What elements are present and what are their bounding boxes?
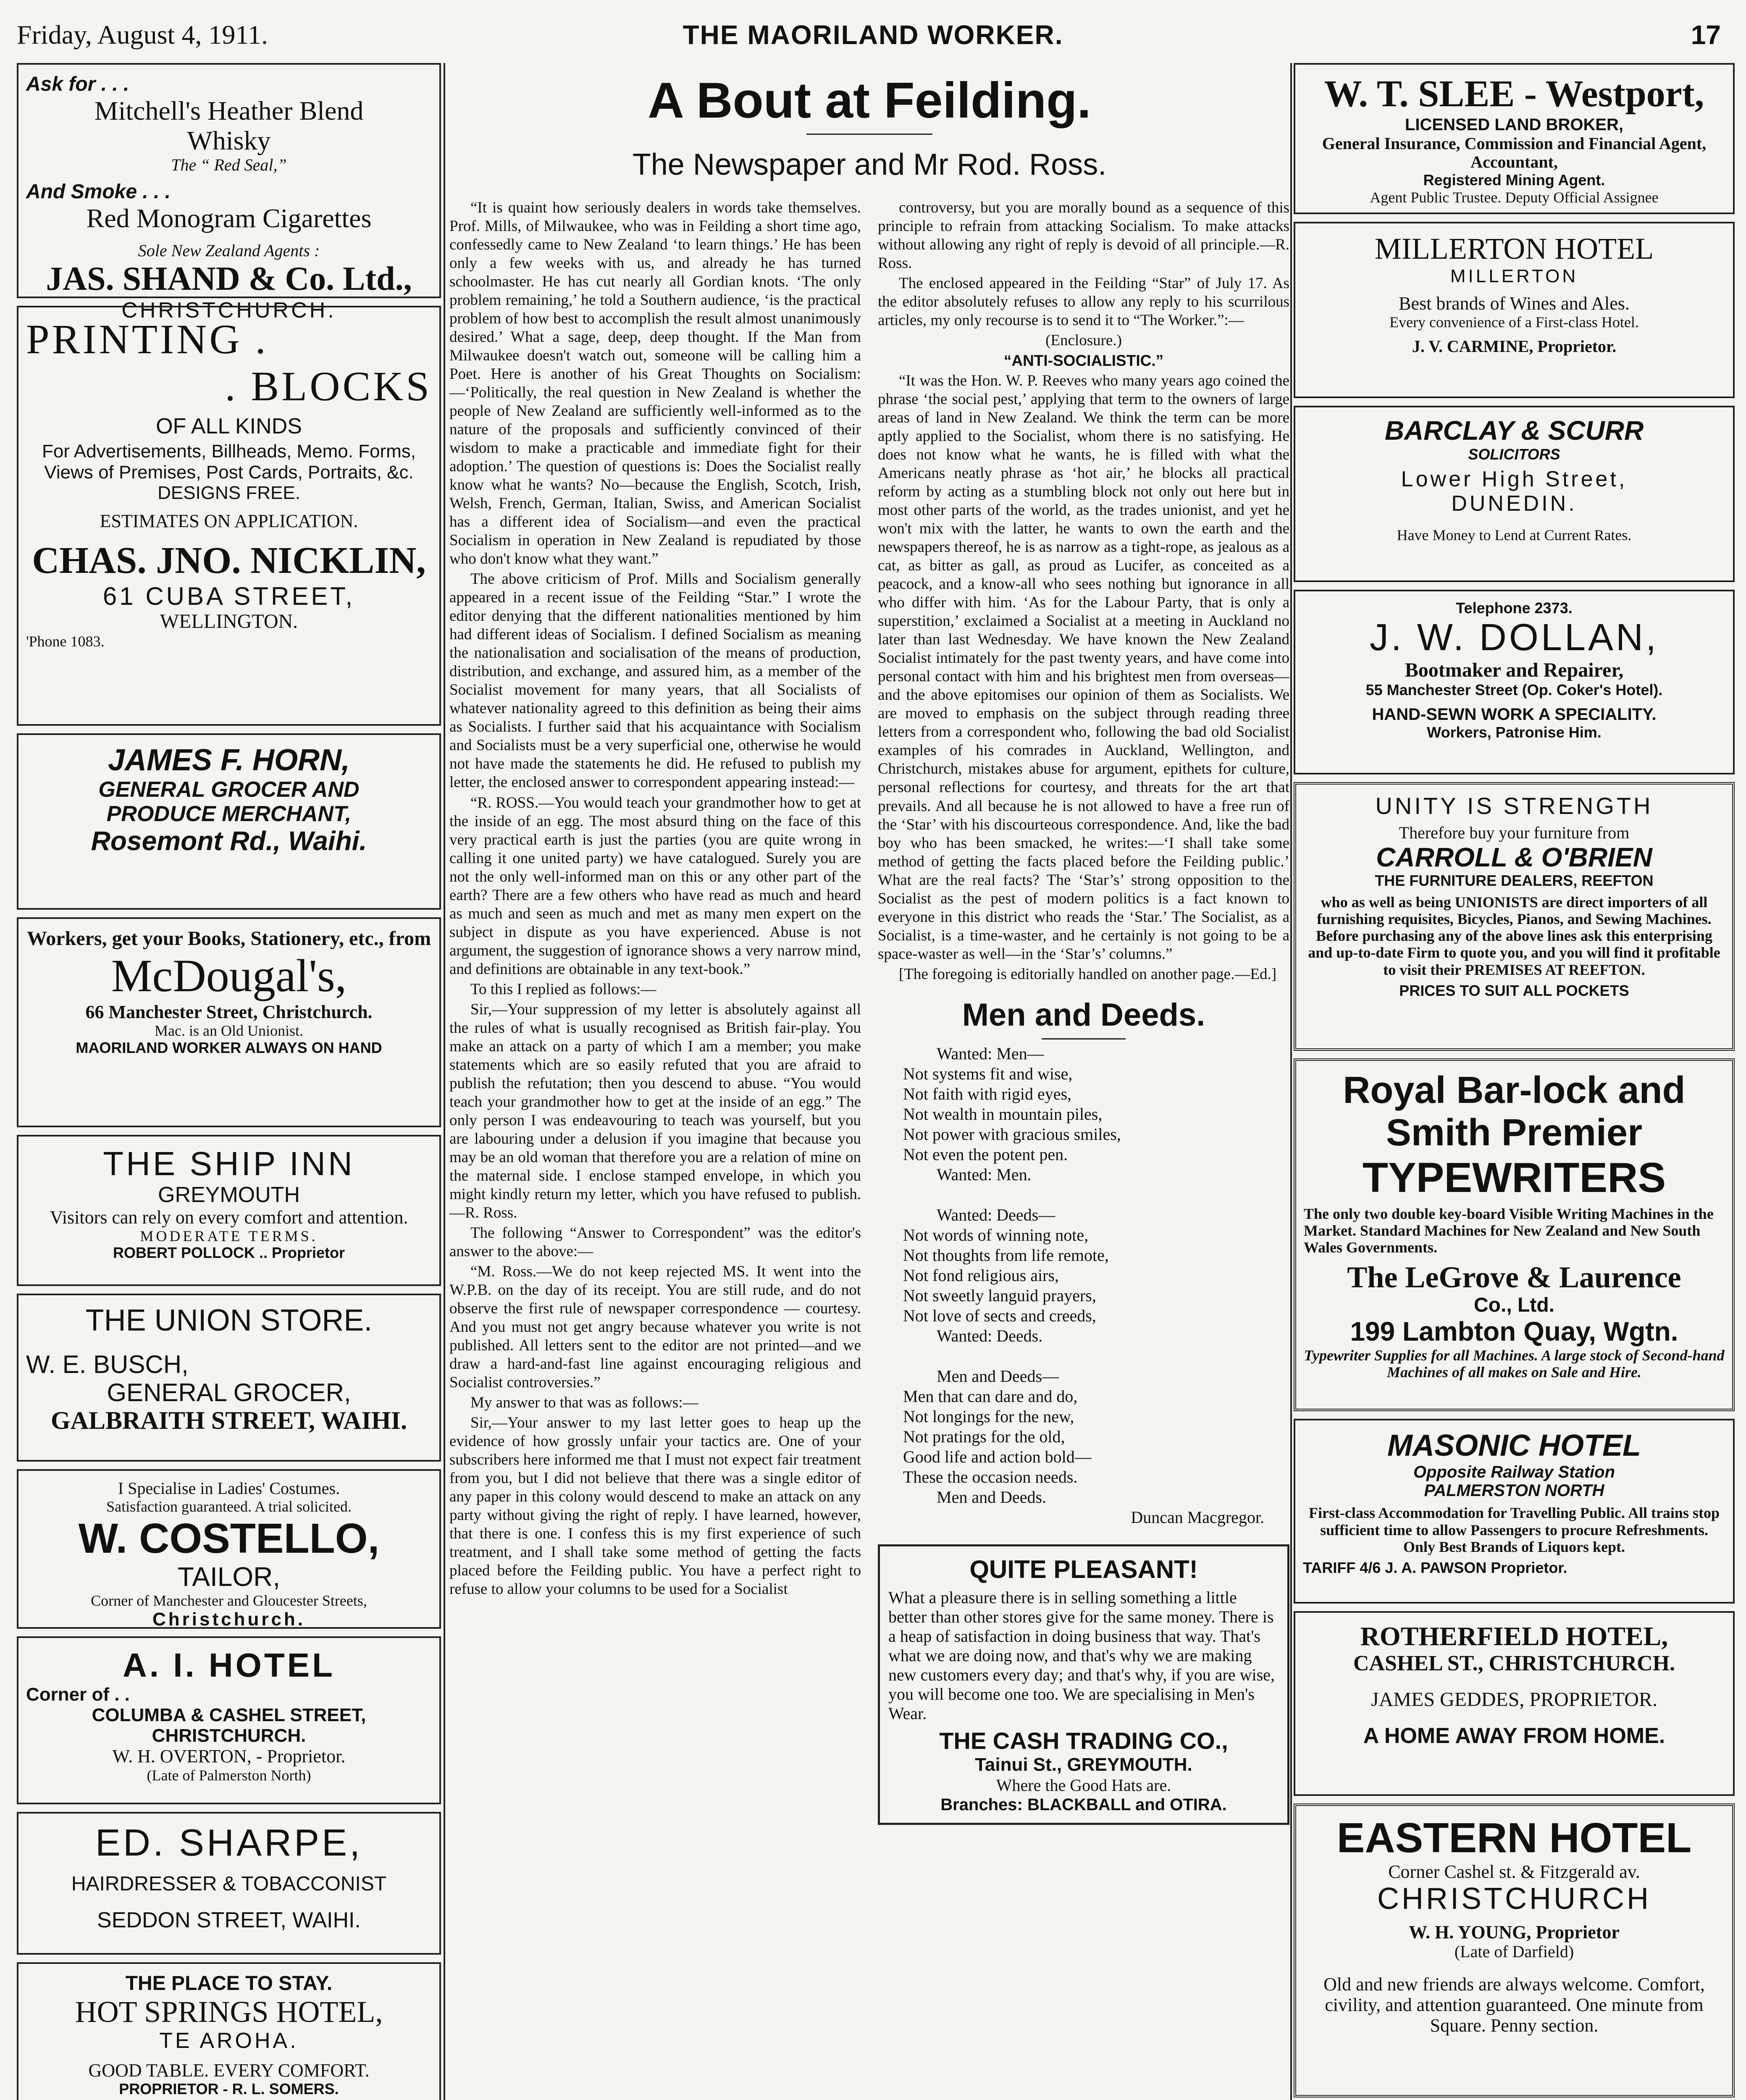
ad-line: Workers, get your Books, Stationery, etc., from — [26, 927, 431, 950]
ad-slee — [1294, 63, 1735, 214]
ad-line: SOLICITORS — [1468, 445, 1560, 463]
ad-line: GREYMOUTH — [158, 1182, 300, 1207]
ad-line: Mitchell's Heather Blend — [94, 95, 364, 126]
ad-line: THE PLACE TO STAY. — [125, 1972, 333, 1995]
ad-line: Rosemont Rd., Waihi. — [91, 826, 367, 856]
column-rule-right — [1290, 63, 1292, 2100]
ad-line: Registered Mining Agent. — [1423, 171, 1605, 189]
poem-line — [903, 1346, 1289, 1366]
ad-line: J. W. DOLLAN, — [1369, 617, 1659, 659]
article-col-a — [449, 199, 861, 1825]
ad-mcdougal — [17, 917, 441, 1127]
ad-line: PRICES TO SUIT ALL POCKETS — [1399, 982, 1629, 1000]
page-header — [0, 0, 1746, 59]
ad-line: 66 Manchester Street, Christchurch. — [85, 1001, 373, 1022]
ad-printing — [17, 306, 441, 726]
ad-dollan — [1294, 590, 1735, 774]
subheading: “ANTI-SOCIALISTIC.” — [1003, 352, 1164, 370]
poem-line: Good life and action bold— — [903, 1447, 1092, 1467]
ad-line: Sole New Zealand Agents : — [138, 241, 320, 260]
ad-line: . BLOCKS — [225, 363, 432, 410]
ad-line: THE FURNITURE DEALERS, REEFTON — [1375, 872, 1654, 890]
ad-line: CHAS. JNO. NICKLIN, — [32, 540, 426, 582]
ad-line: LICENSED LAND BROKER, — [1405, 115, 1624, 134]
ad-line: HOT SPRINGS HOTEL, — [75, 1995, 383, 2029]
ad-union-store — [17, 1294, 441, 1462]
poem-line: These the occasion needs. — [903, 1467, 1078, 1487]
poem-line: Not thoughts from life remote, — [903, 1246, 1109, 1265]
paragraph: “It is quaint how seriously dealers in words take themselves. Prof. Mills, of Milwaukee, who was in Feilding a short time ago, confessedly came to New Zealand ‘to learn things.’ He has been only a few weeks with us, and already he has turned schoolmaster. He has cut nearly all Gordian knots. ‘The only problem remaining,’ he told a Southern audience, ‘is the practical problem of how best to accomplish the result almost unanimously desired.’ What a sage, deep, deep thought. If the Man from Milwaukee doesn't watch out, someone will be calling him a Poet. Here is another of his Great Thoughts on Socialism:—‘Politically, the real question in New Zealand is whether the people of New Zealand are sufficiently well-informed as to the nature of the proposals and sufficiently convinced of their wisdom to make a practicable and immediate fight for their adoption.’ The question of questions is: Does the Socialist really know what he wants? No—because the English, Scotch, Irish, Welsh, French, German, Italian, Swiss, and American Socialist has a different idea of Socialism—and even the practical Socialism in operation in New Zealand is repudiated by those who don't know what they want.” — [449, 199, 861, 568]
ad-line: W. H. YOUNG, Proprietor — [1409, 1922, 1620, 1942]
poem-line: Not fond religious airs, — [903, 1266, 1059, 1285]
poem-line: Not words of winning note, — [903, 1226, 1089, 1245]
ad-line: THE UNION STORE. — [85, 1304, 373, 1337]
issue-date: Friday, August 4, 1911. — [17, 20, 268, 50]
poem-line — [903, 1185, 1289, 1205]
ad-line: W. H. OVERTON, - Proprietor. — [112, 1746, 346, 1767]
ad-line: HAND-SEWN WORK A SPECIALITY. — [1372, 705, 1657, 724]
ad-line: Corner of Manchester and Gloucester Streets, — [91, 1592, 367, 1609]
ad-line: TARIFF 4/6 J. A. PAWSON Proprietor. — [1303, 1559, 1567, 1577]
ad-line: McDougal's, — [111, 950, 347, 1001]
article-col-b — [878, 199, 1289, 1825]
ad-line: JAMES GEDDES, PROPRIETOR. — [1371, 1688, 1657, 1711]
ad-line: ESTIMATES ON APPLICATION. — [100, 511, 358, 532]
ad-line: DUNEDIN. — [1451, 491, 1577, 516]
ad-line: Lower High Street, — [1401, 467, 1628, 491]
poem-line: Men and Deeds— — [937, 1367, 1059, 1386]
ad-line: CHRISTCHURCH — [1377, 1882, 1651, 1916]
ad-line: Visitors can rely on every comfort and attention. — [50, 1207, 408, 1228]
ad-line: Agent Public Trustee. Deputy Official Assignee — [1370, 189, 1659, 206]
paragraph: To this I replied as follows:— — [470, 980, 656, 998]
ad-line: J. V. CARMINE, Proprietor. — [1412, 337, 1617, 356]
poem-line: Not love of sects and creeds, — [903, 1306, 1096, 1326]
paragraph: (Enclosure.) — [1045, 332, 1122, 349]
paragraph: “R. ROSS.—You would teach your grandmother how to get at the inside of an egg. The most absurd thing on the face of this very practical earth is just the parties (you are quite wrong in calling it one united party) we have catalogued. Surely you are not the only well-informed man on this or any other part of the earth? There are a few others who have read as much and heard as much and seen as much and met as many men expert on the subject in dispute as you have experienced. Abuse is not argument, the suggestion of ignorance shows a very narrow mind, and definitions are obtainable in any text-book.” — [449, 794, 861, 978]
ad-line: GALBRAITH STREET, WAIHI. — [50, 1407, 407, 1434]
ad-line: Best brands of Wines and Ales. — [1399, 293, 1630, 314]
ad-line: Typewriter Supplies for all Machines. A large stock of Second-hand Machines of all makes on Sale and Hire. — [1304, 1347, 1725, 1381]
ad-line: Every convenience of a First-class Hotel. — [1389, 314, 1639, 331]
poem-line: Not systems fit and wise, — [903, 1064, 1073, 1084]
ad-line: Smith Premier — [1386, 1111, 1643, 1154]
ad-line: Telephone 2373. — [1456, 599, 1573, 617]
ad-line: SEDDON STREET, WAIHI. — [97, 1908, 361, 1932]
paragraph: “M. Ross.—We do not keep rejected MS. It went into the W.P.B. on the day of its receipt. You are still rude, and do not observe the first rule of newspaper correspondence — courtesy. And you must not get angry because whatever you write is not published. All letters sent to the editor are not printed—and we draw a hard-and-fast line against encouraging religious and Socialist controversies.” — [449, 1263, 861, 1391]
ad-line: Satisfaction guaranteed. A trial solicited. — [106, 1498, 352, 1515]
paragraph: My answer to that was as follows:— — [470, 1394, 698, 1411]
poem-line: Not power with gracious smiles, — [903, 1125, 1121, 1144]
ad-line: Ask for . . . — [26, 73, 129, 95]
ad-line: I Specialise in Ladies' Costumes. — [118, 1479, 340, 1498]
poem-line: Wanted: Men— — [937, 1044, 1044, 1063]
article-subtitle: The Newspaper and Mr Rod. Ross. — [632, 148, 1107, 181]
article-title: A Bout at Feilding. — [648, 72, 1091, 129]
ad-line: Whisky — [187, 126, 271, 156]
ad-line: (Late of Palmerston North) — [147, 1767, 311, 1784]
ad-line: MILLERTON — [1450, 265, 1578, 286]
poem-line: Not faith with rigid eyes, — [903, 1084, 1072, 1104]
ad-line: The “ Red Seal,” — [171, 155, 287, 175]
ad-line: COLUMBA & CASHEL STREET, — [92, 1704, 366, 1725]
poem-line: Not sweetly languid prayers, — [903, 1286, 1096, 1305]
poem-line: Not pratings for the old, — [903, 1427, 1065, 1446]
ad-hot-springs — [17, 1962, 441, 2100]
ad-line: ED. SHARPE, — [95, 1822, 363, 1864]
article-column — [449, 63, 1289, 2100]
ad-line: General Insurance, Commission and Financial Agent, Accountant, — [1322, 134, 1707, 172]
ad-line: 61 CUBA STREET, — [102, 582, 355, 611]
ad-line: QUITE PLEASANT! — [969, 1555, 1198, 1583]
ad-line: TAILOR, — [177, 1562, 281, 1592]
ad-line: CASHEL ST., CHRISTCHURCH. — [1353, 1651, 1675, 1675]
poem-line: Not even the potent pen. — [903, 1145, 1068, 1164]
ad-line: GENERAL GROCER AND — [98, 777, 360, 802]
ad-line: Branches: BLACKBALL and OTIRA. — [940, 1795, 1227, 1814]
poem-author: Duncan Macgregor. — [1131, 1508, 1264, 1527]
poem-line: Not wealth in mountain piles, — [903, 1105, 1103, 1124]
ad-line: UNITY IS STRENGTH — [1375, 793, 1653, 819]
ad-millerton — [1294, 222, 1735, 398]
ad-ship-inn — [17, 1135, 441, 1286]
poem-line: Wanted: Men. — [937, 1165, 1032, 1184]
column-rule-left — [444, 63, 445, 2100]
ad-line: PROPRIETOR - R. L. SOMERS. — [119, 2080, 339, 2097]
paragraph: [The foregoing is editorially handled on another page.—Ed.] — [899, 965, 1277, 983]
ad-line: What a pleasure there is in selling something a little better than other stores give for the same money. There is a heap of satisfaction in doing business that way. That's what we are doing now, and that's why we are making new customers every day; and that's why, if you are wise, you will become one too. We are specialising in Men's Wear. — [888, 1588, 1275, 1723]
ad-line: WELLINGTON. — [160, 610, 298, 633]
ad-line: The LeGrove & Laurence — [1347, 1260, 1681, 1294]
poem-line: Wanted: Deeds. — [937, 1326, 1043, 1346]
ad-line: Royal Bar-lock and — [1343, 1069, 1686, 1111]
ad-line: ROTHERFIELD HOTEL, — [1360, 1621, 1668, 1651]
ad-line: 55 Manchester Street (Op. Coker's Hotel). — [1365, 681, 1663, 698]
ad-line: EASTERN HOTEL — [1336, 1814, 1692, 1861]
ad-line: W. COSTELLO, — [78, 1515, 380, 1562]
poem-line: Men and Deeds. — [937, 1488, 1047, 1507]
ad-line: For Advertisements, Billheads, Memo. Forms, Views of Premises, Post Cards, Portraits, &c. DESIGNS FREE. — [42, 441, 416, 503]
ad-line: First-class Accommodation for Travelling Public. All trains stop sufficient time to allow Passengers to procure Refreshments. Only Best Brands of Liquors kept. — [1309, 1504, 1720, 1555]
ad-masonic — [1294, 1419, 1735, 1604]
ad-line: Corner of . . — [26, 1684, 130, 1705]
page-number: 17 — [1691, 20, 1721, 50]
ad-line: W. T. SLEE - Westport, — [1324, 73, 1704, 115]
ad-line: Co., Ltd. — [1474, 1294, 1554, 1317]
ad-rotherfield — [1294, 1611, 1735, 1796]
ad-line: Old and new friends are always welcome. Comfort, civility, and attention guaranteed. One minute from Square. Penny section. — [1323, 1974, 1705, 2036]
ad-cash-trading — [878, 1544, 1289, 1825]
article-header — [449, 71, 1289, 182]
ad-sharpe — [17, 1812, 441, 1955]
ad-line: Tainui St., GREYMOUTH. — [975, 1754, 1192, 1775]
ad-line: MILLERTON HOTEL — [1374, 232, 1654, 265]
poem-line: Not longings for the new, — [903, 1407, 1074, 1426]
left-advertisement-column — [17, 63, 441, 2100]
ad-whisky — [17, 63, 441, 323]
ad-line: who as well as being UNIONISTS are direct importers of all furnishing requisites, Bicycles, Pianos, and Sewing Machines. Before purchasing any of the above lines ask this enterprising and up-to-date Firm to quote you, and you will find it profitable to visit their PREMISES AT REEFTON. — [1308, 893, 1720, 978]
ad-line: PALMERSTON NORTH — [1424, 1481, 1604, 1500]
paragraph: “It was the Hon. W. P. Reeves who many years ago coined the phrase ‘the social pest,’ applying that term to the owners of large areas of land in New Zealand. We think the term can be more aptly applied to the Socialist, whom there is no satisfying. He does not know what he wants, he is filled with what the Americans neatly phrase as ‘hot air,’ he blocks all practical reform by acting as a stumbling block not only out here but in most other parts of the world, as the trades unionist, and yet he won't mix with the latter, he wants to own the earth and the newspapers thereof, he is as narrow as a tight-rope, as jealous as a cat, as bitter as gall, as proud as Lucifer, as conceited as a peacock, and a know-all who sees nothing but ignorance in all who differ with him. ‘As for the Labour Party, that is only a superstition,’ exclaimed a Socialist at a meeting in Auckland no later than last Wednesday. We have known the New Zealand Socialist intimately for the past twenty years, and have come into personal contact with him and his brightest men from overseas—and the above epitomises our opinion of them as Socialists. We are moved to emphasis on the subject through reading three letters from a correspondent who, following the bad old Socialist examples of his comrades in Auckland, Wellington, and Christchurch, mistakes abuse for argument, epithets for culture, personal reflections for courtesy, and threats for the art that prevails. And all because he is not allowed to have a free run of the ‘Star’ with his discourteous correspondence. And, like the bad boy who has been smacked, he writes:—‘I shall take some method of getting the facts placed before the Feilding public.’ What are the real facts? The ‘Star’s’ strong opposition to the Socialist as the pest of modern politics is a fact known to everyone in this district who reads the ‘Star.’ The Socialist, as a Socialist, is a time-waster, and he certainly is not going to be a space-waster as well—in the ‘Star’s’ columns.” — [878, 372, 1289, 963]
paragraph: The enclosed appeared in the Feilding “Star” of July 17. As the editor absolutely refuses to allow any reply to his scurrilous articles, my only recourse is to send it to “The Worker.”:— — [878, 275, 1289, 329]
ad-line: And Smoke . . . — [26, 180, 171, 203]
poem-line: Men that can dare and do, — [903, 1387, 1078, 1406]
ad-line: (Late of Darfield) — [1454, 1942, 1574, 1961]
poem-body — [878, 1044, 1289, 1507]
ad-line: CHRISTCHURCH. — [121, 298, 336, 323]
ad-carroll-obrien — [1294, 782, 1735, 1051]
ad-costello — [17, 1469, 441, 1629]
ad-line: BARCLAY & SCURR — [1384, 415, 1644, 446]
ad-line: MASONIC HOTEL — [1387, 1429, 1641, 1462]
ad-line: Opposite Railway Station — [1413, 1462, 1615, 1481]
ad-line: Red Monogram Cigarettes — [86, 203, 372, 233]
ad-line: HAIRDRESSER & TOBACCONIST — [71, 1872, 387, 1895]
ad-ai-hotel — [17, 1636, 441, 1804]
ad-line: THE CASH TRADING CO., — [939, 1727, 1228, 1754]
ad-line: TYPEWRITERS — [1362, 1154, 1666, 1201]
ad-typewriters — [1294, 1058, 1735, 1411]
ad-line: 'Phone 1083. — [26, 633, 105, 650]
ad-line: ROBERT POLLOCK .. Proprietor — [113, 1244, 345, 1262]
poem-title: Men and Deeds. — [962, 997, 1205, 1033]
ad-line: A. I. HOTEL — [123, 1646, 335, 1684]
ad-horn — [17, 733, 441, 910]
ad-line: GENERAL GROCER, — [107, 1378, 351, 1407]
ad-line: W. E. BUSCH, — [26, 1350, 189, 1378]
ad-line: PRODUCE MERCHANT, — [106, 801, 352, 826]
paragraph: Sir,—Your suppression of my letter is absolutely against all the rules of what is usually recognised as British fair-play. You make an attack on a party of which I am a member; you make statements which are so easily refuted that you are afraid to publish the refutation; then you descend to abuse. “You would teach your grandmother how to get at the inside of an egg.” The only person I was endeavouring to teach was yourself, but you are labouring under a delusion if you imagine that because you may be an old woman that therefore you are a relation of mine on the maternal side. I enclose stamped envelope, in which you might kindly return my letter, which you have refused to publish.—R. Ross. — [449, 1000, 861, 1221]
ad-line: Bootmaker and Repairer, — [1405, 659, 1624, 682]
ad-line: A HOME AWAY FROM HOME. — [1363, 1723, 1665, 1748]
ad-line: Have Money to Lend at Current Rates. — [1397, 527, 1632, 544]
ad-line: GOOD TABLE. EVERY COMFORT. — [88, 2060, 370, 2081]
ad-line: Christchurch. — [152, 1609, 306, 1630]
right-advertisement-column — [1294, 63, 1735, 2100]
ad-line: MODERATE TERMS. — [140, 1228, 318, 1245]
paragraph: controversy, but you are morally bound as a sequence of this principle to refrain from attacking Socialism. To make attacks without allowing any right of reply is devoid of all principle.—R. Ross. — [878, 199, 1289, 272]
paragraph: Sir,—Your answer to my last letter goes to heap up the evidence of how grossly unfair your tactics are. One of your subscribers here informed me that I must not expect fair treatment from you, but I did not believe that there was a single editor of any paper in this colony would descend to make an attack on any party without giving the right of reply. I have learned, however, that there is one. I confess this is my first experience of such treatment, and I shall take some method of getting the facts placed before the Feilding public. You have a perfect right to refuse to allow your columns to be used for a Socialist — [449, 1414, 861, 1598]
ad-line: OF ALL KINDS — [156, 414, 302, 438]
ad-barclay — [1294, 406, 1735, 582]
ad-line: THE SHIP INN — [103, 1145, 355, 1182]
ad-line: Where the Good Hats are. — [996, 1775, 1171, 1795]
ad-line: Therefore buy your furniture from — [1399, 823, 1630, 842]
ad-line: 199 Lambton Quay, Wgtn. — [1350, 1316, 1678, 1347]
masthead-title: THE MAORILAND WORKER. — [683, 20, 1063, 50]
ad-line: JAMES F. HORN, — [108, 743, 350, 777]
ad-line: Corner Cashel st. & Fitzgerald av. — [1388, 1861, 1640, 1882]
ad-eastern-hotel — [1294, 1803, 1735, 2097]
ad-line: JAS. SHAND & Co. Ltd., — [46, 260, 412, 298]
poem-line: Wanted: Deeds— — [937, 1205, 1055, 1225]
title-rule — [806, 134, 932, 135]
ad-line: MAORILAND WORKER ALWAYS ON HAND — [76, 1039, 382, 1056]
ad-line: Mac. is an Old Unionist. — [155, 1022, 303, 1040]
paragraph: The following “Answer to Correspondent” was the editor's answer to the above:— — [449, 1224, 861, 1260]
ad-line: PRINTING . — [26, 316, 268, 362]
ad-line: CARROLL & O'BRIEN — [1376, 842, 1652, 872]
poem-rule — [1042, 1038, 1126, 1040]
ad-line: The only two double key-board Visible Writing Machines in the Market. Standard Machines for New Zealand and New South Wales Governments. — [1304, 1205, 1714, 1256]
paragraph: The above criticism of Prof. Mills and Socialism generally appeared in a recent issue of the Feilding “Star.” I wrote the editor denying that the different nationalities mentioned by him had different ideas of Socialism. I defined Socialism as meaning the nationalisation and socialisation of the means of production, distribution, and exchange, and assured him, as a member of the Socialist movement for many years, that all Socialists of whatever nationality agreed to this definition as being their aims as Socialists. I further said that his acquaintance with Socialism and Socialists must be a very superficial one, otherwise he would not have made the statements he did. He refused to publish my letter, the enclosed answer to correspondent appearing instead:— — [449, 570, 861, 791]
ad-line: Workers, Patronise Him. — [1427, 723, 1602, 741]
ad-line: TE AROHA. — [159, 2029, 299, 2053]
article-body — [449, 199, 1289, 1825]
ad-line: CHRISTCHURCH. — [152, 1725, 306, 1746]
